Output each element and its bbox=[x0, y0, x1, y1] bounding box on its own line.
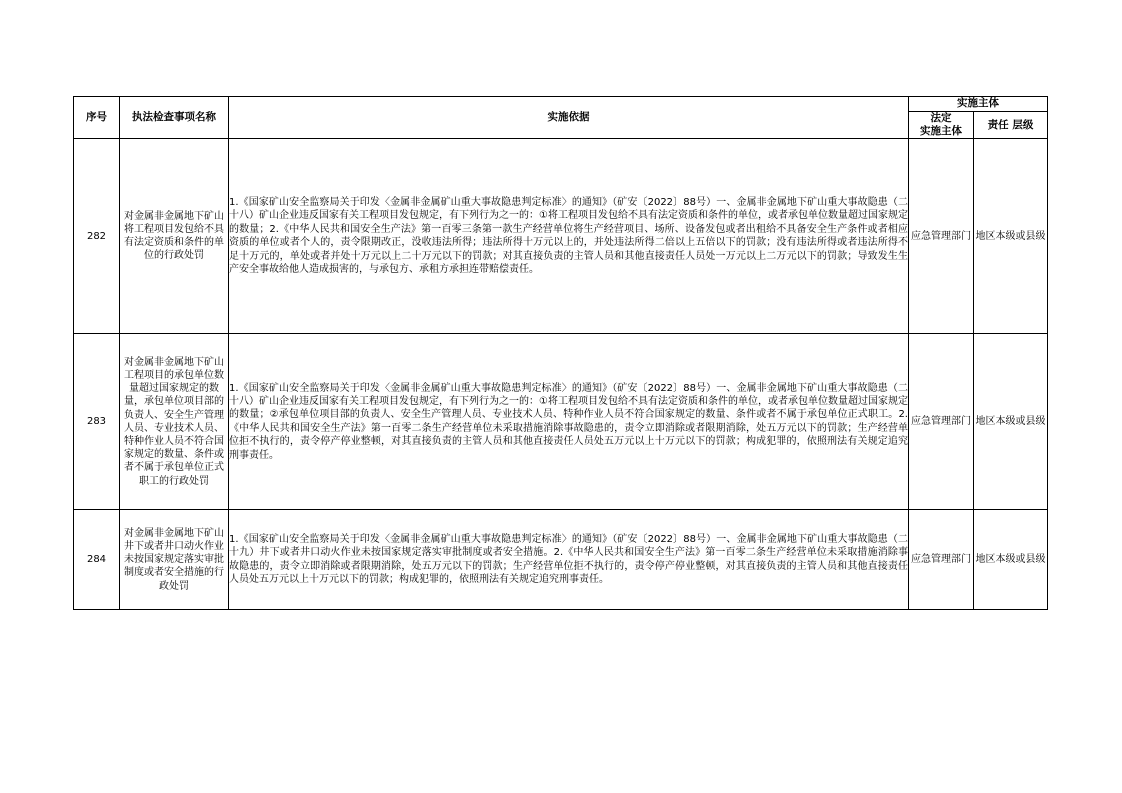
row-seq: 283 bbox=[74, 334, 120, 510]
row-item-name: 对金属非金属地下矿山井下或者井口动火作业未按国家规定落实审批制度或者安全措施的行政处罚 bbox=[120, 510, 229, 610]
header-item-name: 执法检查事项名称 bbox=[120, 97, 229, 139]
row-basis: 1.《国家矿山安全监察局关于印发〈金属非金属矿山重大事故隐患判定标准〉的通知》（矿安〔2022〕88号）一、金属非金属地下矿山重大事故隐患（二十九）井下或者井口动火作业未按国家规定落实审批制度或者安全措施。2.《中华人民共和国安全生产法》第一百零二条生产经营单位未采取措施消除事故隐患的，责令立即消除或者限期消除，处五万元以下的罚款；生产经营单位拒不执行的，责令停产停业整顿，对其直接负责的主管人员和其他直接责任人员处五万元以上十万元以下的罚款；构成犯罪的，依照刑法有关规定追究刑事责任。 bbox=[229, 510, 909, 610]
row-level: 地区本级或县级 bbox=[974, 334, 1048, 510]
header-seq: 序号 bbox=[74, 97, 120, 139]
row-legal-subject: 应急管理部门 bbox=[909, 139, 974, 334]
row-basis: 1.《国家矿山安全监察局关于印发〈金属非金属矿山重大事故隐患判定标准〉的通知》（矿安〔2022〕88号）一、金属非金属地下矿山重大事故隐患（二十八）矿山企业违反国家有关工程项目发包规定，有下列行为之一的：①将工程项目发包给不具有法定资质和条件的单位，或者承包单位数量超过国家规定的数量；2.《中华人民共和国安全生产法》第一百零三条第一款生产经营单位将生产经营项目、场所、设备发包或者出租给不具备安全生产条件或者相应资质的单位或者个人的，责令限期改正，没收违法所得；违法所得十万元以上的，并处违法所得二倍以上五倍以下的罚款；没有违法所得或者违法所得不足十万元的，单处或者并处十万元以上二十万元以下的罚款；对其直接负责的主管人员和其他直接责任人员处一万元以上二万元以下的罚款；导致发生生产安全事故给他人造成损害的，与承包方、承租方承担连带赔偿责任。 bbox=[229, 139, 909, 334]
row-legal-subject: 应急管理部门 bbox=[909, 334, 974, 510]
row-item-name: 对金属非金属地下矿山工程项目的承包单位数量超过国家规定的数量，承包单位项目部的负责人、安全生产管理人员、专业技术人员、特种作业人员不符合国家规定的数量、条件或者不属于承包单位正式职工的行政处罚 bbox=[120, 334, 229, 510]
enforcement-items-table bbox=[73, 96, 1048, 610]
row-level: 地区本级或县级 bbox=[974, 139, 1048, 334]
row-seq: 284 bbox=[74, 510, 120, 610]
row-legal-subject: 应急管理部门 bbox=[909, 510, 974, 610]
row-basis: 1.《国家矿山安全监察局关于印发〈金属非金属矿山重大事故隐患判定标准〉的通知》（矿安〔2022〕88号）一、金属非金属地下矿山重大事故隐患（二十八）矿山企业违反国家有关工程项目发包规定，有下列行为之一的：①将工程项目发包给不具有法定资质和条件的单位，或者承包单位数量超过国家规定的数量；②承包单位项目部的负责人、安全生产管理人员、专业技术人员、特种作业人员不符合国家规定的数量、条件或者不属于承包单位正式职工。2.《中华人民共和国安全生产法》第一百零二条生产经营单位未采取措施消除事故隐患的，责令立即消除或者限期消除，处五万元以下的罚款；生产经营单位拒不执行的，责令停产停业整顿，对其直接负责的主管人员和其他直接责任人员处五万元以上十万元以下的罚款；构成犯罪的，依照刑法有关规定追究刑事责任。 bbox=[229, 334, 909, 510]
header-basis: 实施依据 bbox=[229, 97, 909, 139]
table-row bbox=[74, 510, 1048, 610]
row-level: 地区本级或县级 bbox=[974, 510, 1048, 610]
header-subject-group: 实施主体 bbox=[909, 97, 1048, 112]
header-legal-subject: 法定 实施主体 bbox=[909, 112, 974, 139]
table-row bbox=[74, 334, 1048, 510]
header-level: 责任 层级 bbox=[974, 112, 1048, 139]
row-item-name: 对金属非金属地下矿山将工程项目发包给不具有法定资质和条件的单位的行政处罚 bbox=[120, 139, 229, 334]
table-row bbox=[74, 139, 1048, 334]
row-seq: 282 bbox=[74, 139, 120, 334]
